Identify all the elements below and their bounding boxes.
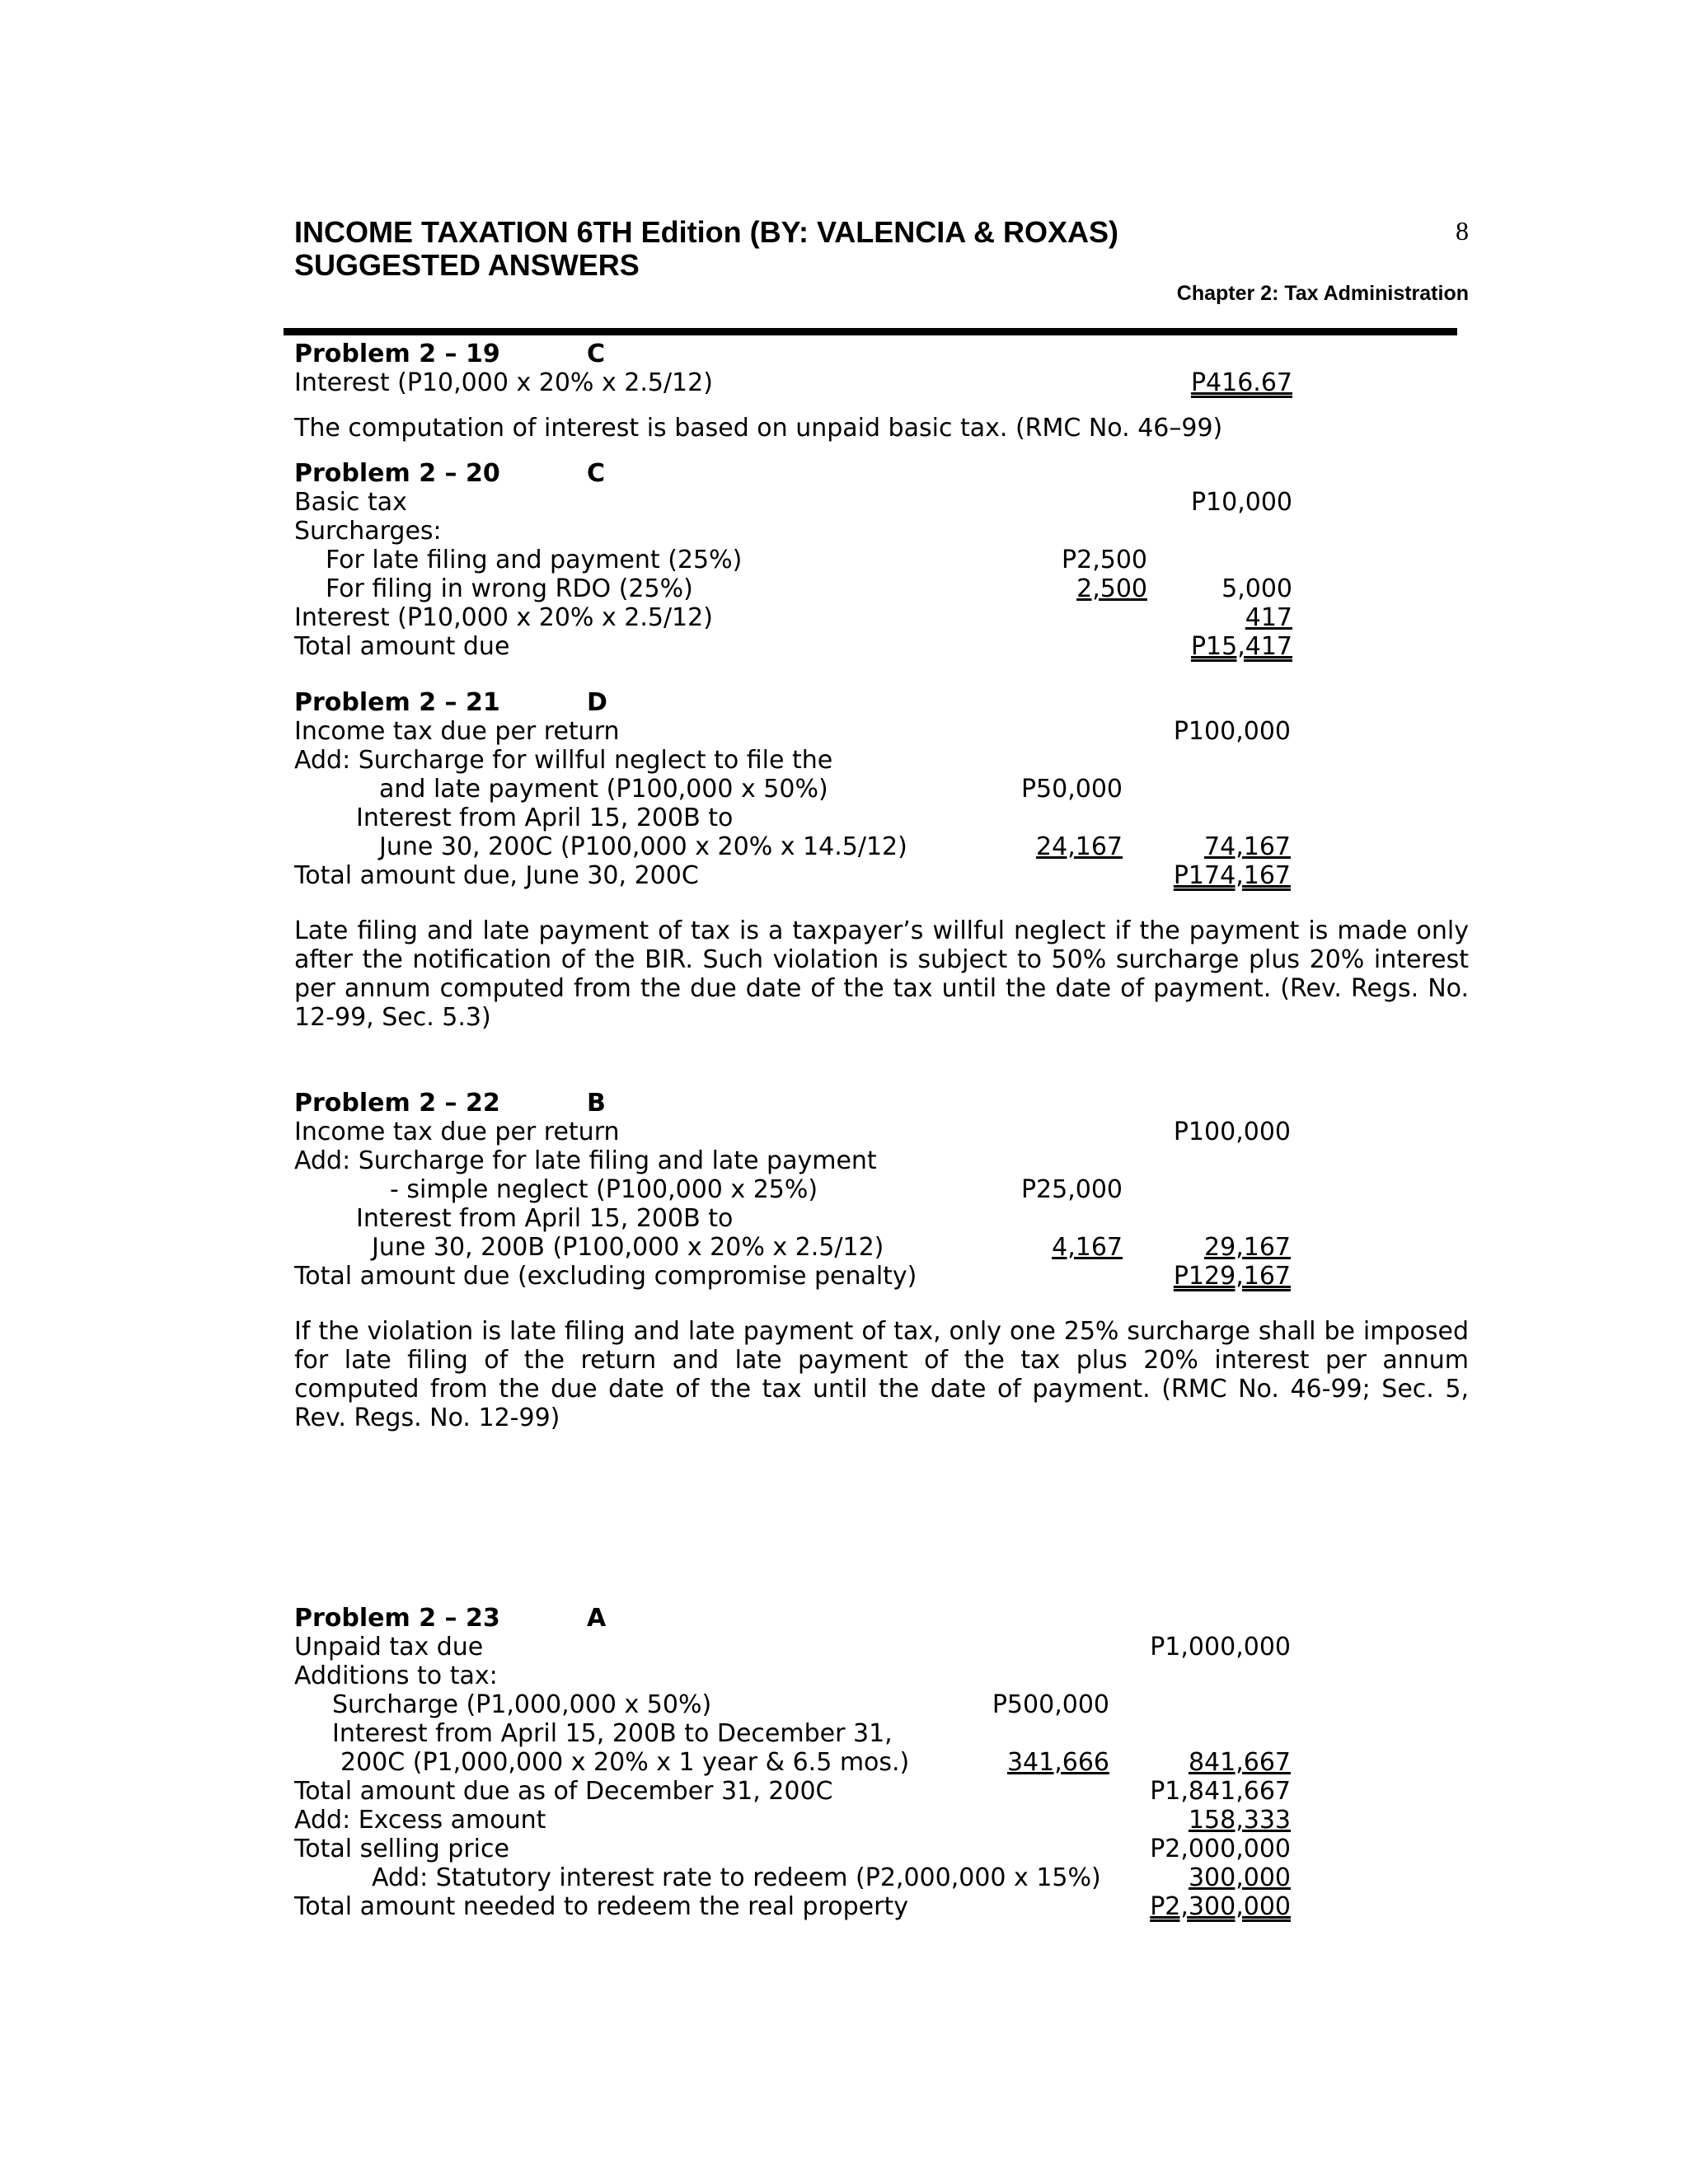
page-number: 8 bbox=[1456, 216, 1469, 246]
problem-answer: B bbox=[587, 1089, 606, 1118]
row-sub: 24,167 bbox=[1036, 832, 1123, 861]
row-label: For filing in wrong RDO (25%) bbox=[326, 574, 693, 603]
document-subtitle: SUGGESTED ANSWERS bbox=[294, 248, 640, 282]
row-label: Total amount due (excluding compromise penalty) bbox=[294, 1262, 917, 1291]
row-label: June 30, 200C (P100,000 x 20% x 14.5/12) bbox=[379, 832, 907, 861]
row-total: 5,000 bbox=[1221, 574, 1292, 603]
row-label: For late filing and payment (25%) bbox=[326, 546, 743, 574]
row-sub: P50,000 bbox=[1020, 775, 1123, 804]
header-rule bbox=[284, 328, 1457, 335]
row-label: Interest (P10,000 x 20% x 2.5/12) bbox=[294, 368, 713, 397]
row-label: Interest (P10,000 x 20% x 2.5/12) bbox=[294, 603, 713, 632]
row-label: June 30, 200B (P100,000 x 20% x 2.5/12) bbox=[372, 1233, 884, 1262]
row-label: Surcharges: bbox=[294, 517, 442, 546]
problem-answer: A bbox=[587, 1604, 607, 1633]
row-total: P100,000 bbox=[1173, 1118, 1291, 1146]
row-sub: P25,000 bbox=[1020, 1175, 1123, 1204]
row-label: Total amount due, June 30, 200C bbox=[294, 861, 699, 890]
row-total: P174,167 bbox=[1173, 861, 1291, 890]
note-text: The computation of interest is based on unpaid basic tax. (RMC No. 46–99) bbox=[294, 414, 1223, 443]
row-total: P2,300,000 bbox=[1150, 1892, 1291, 1921]
row-label: Add: Surcharge for late filing and late payment bbox=[294, 1146, 877, 1175]
row-sub: 4,167 bbox=[1052, 1233, 1123, 1262]
row-label: Interest from April 15, 200B to bbox=[356, 1204, 734, 1233]
row-label: Basic tax bbox=[294, 488, 407, 517]
problem-title: Problem 2 – 23 bbox=[294, 1604, 500, 1633]
row-total: P1,841,667 bbox=[1150, 1777, 1291, 1806]
row-total: 841,667 bbox=[1188, 1748, 1291, 1777]
row-total: P129,167 bbox=[1173, 1262, 1291, 1291]
row-label: Add: Excess amount bbox=[294, 1806, 546, 1835]
row-total: P15,417 bbox=[1190, 632, 1292, 661]
row-sub: P2,500 bbox=[1062, 546, 1147, 574]
row-label: Income tax due per return bbox=[294, 717, 620, 746]
row-label: Income tax due per return bbox=[294, 1118, 620, 1146]
row-label: Total amount due bbox=[294, 632, 510, 661]
row-label: Additions to tax: bbox=[294, 1661, 498, 1690]
row-total: 417 bbox=[1245, 603, 1292, 632]
row-label: Interest from April 15, 200B to December 31, bbox=[332, 1719, 893, 1748]
problem-answer: C bbox=[587, 340, 606, 368]
row-label: Total selling price bbox=[294, 1835, 509, 1863]
row-label: and late payment (P100,000 x 50%) bbox=[379, 775, 828, 804]
row-total: P100,000 bbox=[1173, 717, 1291, 746]
row-sub: P500,000 bbox=[992, 1690, 1109, 1719]
chapter-label: Chapter 2: Tax Administration bbox=[1176, 282, 1469, 305]
row-label: 200C (P1,000,000 x 20% x 1 year & 6.5 mos.) bbox=[340, 1748, 910, 1777]
row-label: Add: Statutory interest rate to redeem (P2,000,000 x 15%) bbox=[372, 1863, 1101, 1892]
row-total: 74,167 bbox=[1204, 832, 1291, 861]
row-total: 158,333 bbox=[1188, 1806, 1291, 1835]
row-total: 29,167 bbox=[1204, 1233, 1291, 1262]
row-sub: 341,666 bbox=[1006, 1748, 1109, 1777]
problem-title: Problem 2 – 22 bbox=[294, 1089, 500, 1118]
row-total: 300,000 bbox=[1188, 1863, 1291, 1892]
problem-title: Problem 2 – 21 bbox=[294, 688, 500, 717]
note-text: If the violation is late filing and late payment of tax, only one 25% surcharge shall be imposed for late filing of the return and late payment of the tax plus 20% interest per annum computed from the due date of the tax until the date of payment. (RMC No. 46-99; Sec. 5, Rev. Regs. No. 12-99) bbox=[294, 1317, 1469, 1432]
row-label: Unpaid tax due bbox=[294, 1633, 484, 1661]
row-total: P416.67 bbox=[1190, 368, 1292, 397]
row-label: Surcharge (P1,000,000 x 50%) bbox=[332, 1690, 712, 1719]
row-label: Total amount needed to redeem the real property bbox=[294, 1892, 908, 1921]
row-total: P1,000,000 bbox=[1150, 1633, 1291, 1661]
problem-answer: C bbox=[587, 459, 606, 488]
row-label: Total amount due as of December 31, 200C bbox=[294, 1777, 833, 1806]
row-total: P10,000 bbox=[1190, 488, 1292, 517]
row-label: Add: Surcharge for willful neglect to file the bbox=[294, 746, 833, 775]
row-total: P2,000,000 bbox=[1150, 1835, 1291, 1863]
problem-title: Problem 2 – 19 bbox=[294, 340, 500, 368]
document-title: INCOME TAXATION 6TH Edition (BY: VALENCIA & ROXAS) bbox=[294, 215, 1118, 249]
problem-title: Problem 2 – 20 bbox=[294, 459, 500, 488]
row-sub: 2,500 bbox=[1076, 574, 1147, 603]
problem-answer: D bbox=[587, 688, 607, 717]
row-label: - simple neglect (P100,000 x 25%) bbox=[390, 1175, 818, 1204]
row-label: Interest from April 15, 200B to bbox=[356, 804, 734, 832]
note-text: Late filing and late payment of tax is a taxpayer’s willful neglect if the payment is made only after the notification of the BIR. Such violation is subject to 50% surcharge plus 20% interest per annum computed from the due date of the tax until the date of payment. (Rev. Regs. No. 12-99, Sec. 5.3) bbox=[294, 916, 1469, 1032]
